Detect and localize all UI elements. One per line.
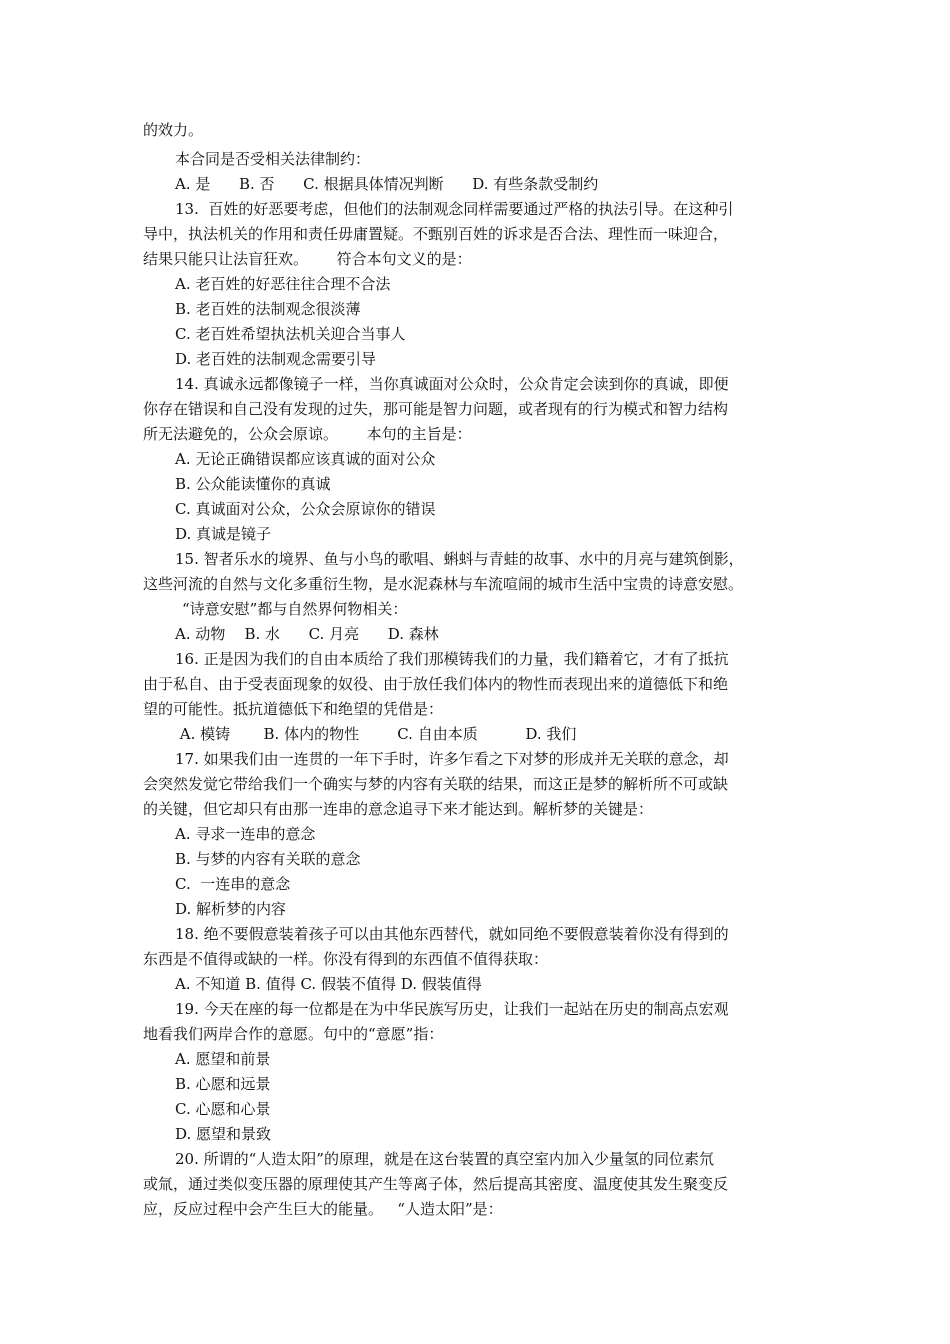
option-line: B. 公众能读懂你的真诚 [175, 475, 331, 493]
text-line: 你存在错误和自己没有发现的过失，那可能是智力问题，或者现有的行为模式和智力结构 [143, 400, 729, 418]
option-line: A. 是 B. 否 C. 根据具体情况判断 D. 有些条款受制约 [175, 175, 599, 193]
text-line: 导中，执法机关的作用和责任毋庸置疑。不甄别百姓的诉求是否合法、理性而一味迎合， [143, 225, 729, 243]
option-line: A. 不知道 B. 值得 C. 假装不值得 D. 假装值得 [175, 975, 482, 993]
option-line: C. 心愿和心景 [175, 1100, 271, 1118]
option-line: C. 老百姓希望执法机关迎合当事人 [175, 325, 406, 343]
option-line: B. 与梦的内容有关联的意念 [175, 850, 361, 868]
option-line: A. 寻求一连串的意念 [175, 825, 316, 843]
option-line: A. 模铸 B. 体内的物性 C. 自由本质 D. 我们 [175, 725, 577, 743]
question-19: 19. 今天在座的每一位都是在为中华民族写历史，让我们一起站在历史的制高点宏观 [175, 1000, 729, 1018]
text-line: 所无法避免的，公众会原谅。 本句的主旨是： [143, 425, 472, 443]
option-line: B. 心愿和远景 [175, 1075, 271, 1093]
text-line: 这些河流的自然与文化多重衍生物，是水泥森林与车流喧闹的城市生活中宝贵的诗意安慰。 [143, 575, 744, 593]
option-line: A. 愿望和前景 [175, 1050, 271, 1068]
text-line: 东西是不值得或缺的一样。你没有得到的东西值不值得获取： [143, 950, 549, 968]
option-line: D. 老百姓的法制观念需要引导 [175, 350, 377, 368]
text-line: 会突然发觉它带给我们一个确实与梦的内容有关联的结果，而这正是梦的解析所不可或缺 [143, 775, 729, 793]
text-line: 由于私自、由于受表面现象的奴役、由于放任我们体内的物性而表现出来的道德低下和绝 [143, 675, 729, 693]
option-line: D. 真诚是镜子 [175, 525, 272, 543]
question-16: 16. 正是因为我们的自由本质给了我们那模铸我们的力量，我们籍着它，才有了抵抗 [175, 650, 729, 668]
option-line: A. 动物 B. 水 C. 月亮 D. 森林 [175, 625, 439, 643]
text-line: 地看我们两岸合作的意愿。句中的“意愿”指： [143, 1025, 444, 1043]
text-line: 的关键，但它却只有由那一连串的意念追寻下来才能达到。解析梦的关键是： [143, 800, 654, 818]
option-line: C. 一连串的意念 [175, 875, 291, 893]
option-line: D. 愿望和景致 [175, 1125, 272, 1143]
text-line: 望的可能性。抵抗道德低下和绝望的凭借是： [143, 700, 444, 718]
text-line: 或氚，通过类似变压器的原理使其产生等离子体，然后提高其密度、温度使其发生聚变反 [143, 1175, 729, 1193]
text-line: 结果只能只让法盲狂欢。 符合本句文义的是： [143, 250, 472, 268]
question-17: 17. 如果我们由一连贯的一年下手时，许多乍看之下对梦的形成并无关联的意念，却 [175, 750, 729, 768]
option-line: C. 真诚面对公众，公众会原谅你的错误 [175, 500, 436, 518]
question-15: 15. 智者乐水的境界、鱼与小鸟的歌唱、蝌蚪与青蛙的故事、水中的月亮与建筑倒影， [175, 550, 744, 568]
text-line: 应，反应过程中会产生巨大的能量。 “人造太阳”是： [143, 1200, 503, 1218]
question-20: 20. 所谓的“人造太阳”的原理，就是在这台装置的真空室内加入少量氢的同位素氘 [175, 1150, 714, 1168]
question-13: 13. 百姓的好恶要考虑，但他们的法制观念同样需要通过严格的执法引导。在这种引 [175, 200, 734, 218]
option-line: D. 解析梦的内容 [175, 900, 287, 918]
text-line: 的效力。 [143, 121, 204, 139]
question-18: 18. 绝不要假意装着孩子可以由其他东西替代，就如同绝不要假意装着你没有得到的 [175, 925, 729, 943]
question-14: 14. 真诚永远都像镜子一样，当你真诚面对公众时，公众肯定会读到你的真诚，即便 [175, 375, 729, 393]
option-line: A. 老百姓的好恶往往合理不合法 [175, 275, 391, 293]
text-line: 本合同是否受相关法律制约： [175, 150, 371, 168]
text-line: “诗意安慰”都与自然界何物相关： [182, 600, 408, 618]
option-line: A. 无论正确错误都应该真诚的面对公众 [175, 450, 436, 468]
option-line: B. 老百姓的法制观念很淡薄 [175, 300, 361, 318]
